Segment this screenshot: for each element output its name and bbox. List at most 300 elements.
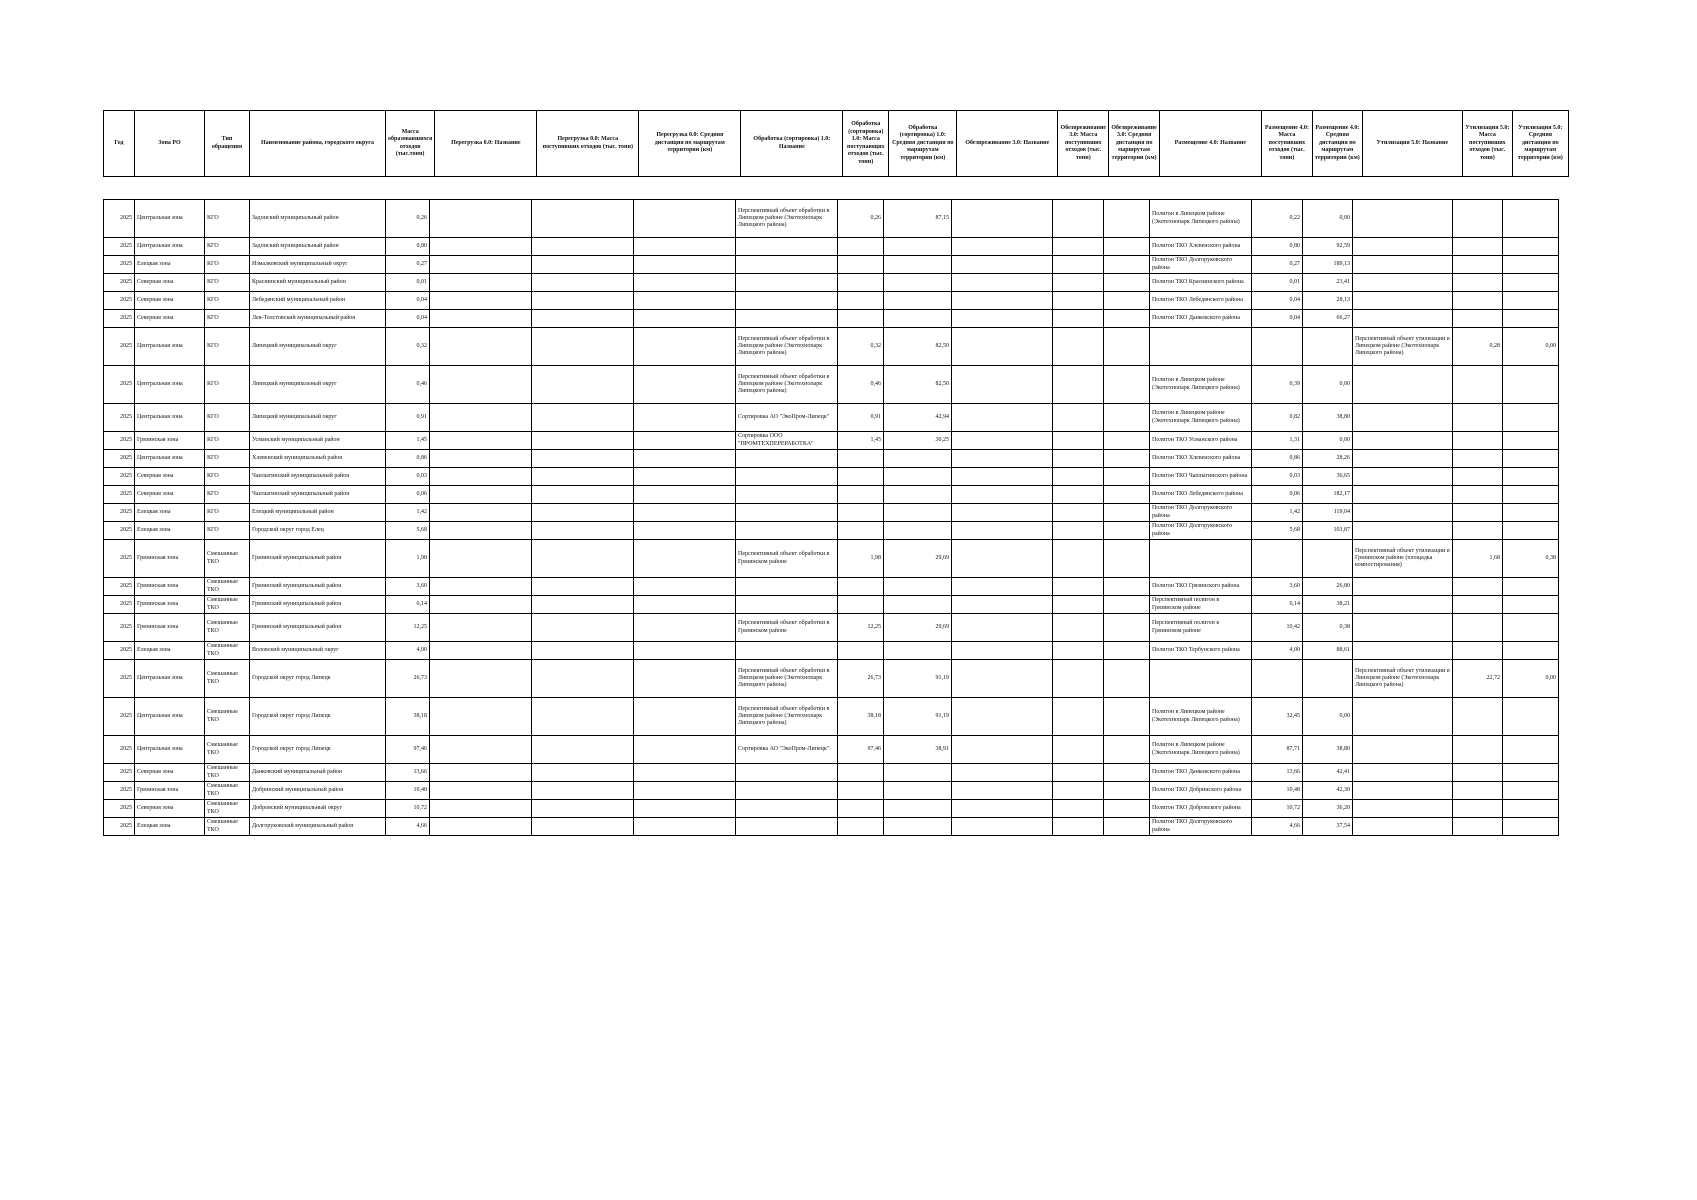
table-cell: Смешанные ТКО xyxy=(205,764,250,782)
table-cell: Измалковский муниципальный округ xyxy=(250,256,386,274)
table-cell: 2025 xyxy=(104,818,135,836)
table-cell xyxy=(1353,642,1453,660)
table-cell: Полигон в Липецком районе (Экотехнопарк Липецкого района) xyxy=(1150,736,1252,764)
table-row xyxy=(104,274,1559,292)
table-cell: 0,04 xyxy=(1252,292,1303,310)
table-cell xyxy=(838,486,884,504)
table-row xyxy=(104,818,1559,836)
table-cell xyxy=(532,468,634,486)
table-cell: 0,32 xyxy=(386,328,430,366)
table-cell xyxy=(430,698,532,736)
table-cell xyxy=(634,404,736,432)
table-cell xyxy=(532,432,634,450)
table-cell xyxy=(736,468,838,486)
table-cell: Полигон ТКО Грязинского района xyxy=(1150,578,1252,596)
table-cell xyxy=(838,596,884,614)
table-cell xyxy=(532,450,634,468)
table-cell: Полигон ТКО Добровского района xyxy=(1150,800,1252,818)
table-cell: 0,46 xyxy=(386,366,430,404)
table-cell: 32,45 xyxy=(1252,698,1303,736)
table-cell: Сортировка АО "ЭкоПром-Липецк" xyxy=(736,736,838,764)
table-cell: Полигон ТКО Чаплыгинского района xyxy=(1150,468,1252,486)
table-cell xyxy=(1104,238,1150,256)
table-cell xyxy=(838,782,884,800)
table-cell xyxy=(1353,200,1453,238)
table-cell xyxy=(952,764,1053,782)
table-cell xyxy=(1353,310,1453,328)
table-cell xyxy=(884,238,952,256)
table-cell xyxy=(1053,200,1104,238)
table-cell: 97,46 xyxy=(386,736,430,764)
table-cell xyxy=(1104,782,1150,800)
table-cell: 0,01 xyxy=(1252,274,1303,292)
table-cell xyxy=(1053,450,1104,468)
table-cell: 38,18 xyxy=(386,698,430,736)
table-cell: 2025 xyxy=(104,660,135,698)
table-cell xyxy=(1104,736,1150,764)
table-cell: 0,32 xyxy=(838,328,884,366)
table-cell xyxy=(634,432,736,450)
table-cell xyxy=(1303,660,1353,698)
table-cell xyxy=(1353,366,1453,404)
table-cell xyxy=(1104,366,1150,404)
table-cell: 0,80 xyxy=(1252,238,1303,256)
table-cell xyxy=(430,238,532,256)
table-cell: Липецкий муниципальный округ xyxy=(250,404,386,432)
table-cell xyxy=(884,292,952,310)
table-cell xyxy=(952,818,1053,836)
table-row xyxy=(104,660,1559,698)
table-cell: Полигон ТКО Добринского района xyxy=(1150,782,1252,800)
table-cell: Центральная зона xyxy=(135,328,205,366)
table-cell xyxy=(634,468,736,486)
table-cell xyxy=(952,800,1053,818)
table-cell xyxy=(532,764,634,782)
table-cell xyxy=(634,642,736,660)
table-cell xyxy=(1453,642,1503,660)
table-cell xyxy=(1453,596,1503,614)
table-cell xyxy=(952,238,1053,256)
table-row xyxy=(104,432,1559,450)
table-cell: 0,06 xyxy=(386,486,430,504)
table-row xyxy=(104,486,1559,504)
table-cell xyxy=(532,310,634,328)
table-cell: 1,98 xyxy=(386,540,430,578)
table-row xyxy=(104,736,1559,764)
table-cell: 4,00 xyxy=(1252,642,1303,660)
table-cell xyxy=(884,800,952,818)
table-cell: 1,42 xyxy=(386,504,430,522)
table-cell: 0,28 xyxy=(1453,328,1503,366)
table-cell: 0,04 xyxy=(386,292,430,310)
table-cell: Смешанные ТКО xyxy=(205,596,250,614)
table-cell xyxy=(1503,200,1559,238)
table-cell xyxy=(532,540,634,578)
table-cell: Данковский муниципальный район xyxy=(250,764,386,782)
table-cell xyxy=(952,256,1053,274)
table-cell xyxy=(1503,366,1559,404)
table-cell: 2025 xyxy=(104,256,135,274)
data-table xyxy=(103,199,1559,836)
table-cell xyxy=(1303,540,1353,578)
table-cell xyxy=(736,450,838,468)
table-cell: 0,03 xyxy=(386,468,430,486)
table-cell xyxy=(884,642,952,660)
table-row xyxy=(104,404,1559,432)
table-cell: КГО xyxy=(205,292,250,310)
table-cell: 2025 xyxy=(104,328,135,366)
table-cell xyxy=(1353,504,1453,522)
table-cell: Грязинский муниципальный район xyxy=(250,540,386,578)
table-cell xyxy=(1104,642,1150,660)
table-cell: Перспективный полигон в Грязинском районе xyxy=(1150,596,1252,614)
table-cell xyxy=(430,818,532,836)
table-cell: 38,18 xyxy=(838,698,884,736)
table-cell: Грязинская зона xyxy=(135,596,205,614)
table-cell xyxy=(430,468,532,486)
table-cell: 42,94 xyxy=(884,404,952,432)
column-header: Год xyxy=(104,111,135,177)
table-row xyxy=(104,522,1559,540)
table-cell xyxy=(1503,818,1559,836)
table-cell xyxy=(952,698,1053,736)
table-cell xyxy=(1053,504,1104,522)
table-cell xyxy=(1053,432,1104,450)
table-cell: 23,41 xyxy=(1303,274,1353,292)
table-row xyxy=(104,292,1559,310)
table-cell xyxy=(1453,310,1503,328)
table-cell: 28,26 xyxy=(1303,450,1353,468)
table-cell xyxy=(430,642,532,660)
table-cell xyxy=(884,274,952,292)
table-cell xyxy=(1453,698,1503,736)
table-cell xyxy=(532,256,634,274)
table-cell xyxy=(1453,404,1503,432)
table-cell xyxy=(1104,328,1150,366)
table-cell xyxy=(1053,800,1104,818)
table-row xyxy=(104,366,1559,404)
table-cell xyxy=(634,274,736,292)
table-cell: КГО xyxy=(205,486,250,504)
table-cell: 29,69 xyxy=(884,614,952,642)
table-cell: 22,72 xyxy=(1453,660,1503,698)
table-cell: 26,73 xyxy=(386,660,430,698)
table-cell: 37,54 xyxy=(1303,818,1353,836)
column-header: Обработка (сортировка) 1.0: Средняя дистанция по маршрутам территории (км) xyxy=(889,111,957,177)
table-cell xyxy=(884,486,952,504)
table-cell xyxy=(1453,274,1503,292)
table-cell: 2025 xyxy=(104,432,135,450)
table-cell: 0,00 xyxy=(1303,698,1353,736)
table-cell xyxy=(1503,642,1559,660)
table-cell xyxy=(1104,404,1150,432)
table-cell xyxy=(1453,504,1503,522)
table-cell xyxy=(532,614,634,642)
table-cell xyxy=(1453,468,1503,486)
table-cell xyxy=(1053,522,1104,540)
table-cell: Задонский муниципальный район xyxy=(250,238,386,256)
table-cell xyxy=(838,504,884,522)
table-cell xyxy=(430,256,532,274)
table-cell: 0,01 xyxy=(386,274,430,292)
table-cell: 10,48 xyxy=(386,782,430,800)
table-cell: КГО xyxy=(205,468,250,486)
table-cell xyxy=(884,468,952,486)
column-header: Масса образовавшихся отходов (тыс.тонн) xyxy=(386,111,435,177)
table-cell xyxy=(430,782,532,800)
table-cell xyxy=(952,274,1053,292)
table-cell xyxy=(430,404,532,432)
table-cell xyxy=(430,522,532,540)
table-cell: Смешанные ТКО xyxy=(205,800,250,818)
table-cell xyxy=(1353,782,1453,800)
table-cell: КГО xyxy=(205,274,250,292)
table-cell xyxy=(430,432,532,450)
table-cell: Полигон в Липецком районе (Экотехнопарк Липецкого района) xyxy=(1150,366,1252,404)
table-cell: КГО xyxy=(205,310,250,328)
table-cell xyxy=(634,614,736,642)
table-cell xyxy=(1053,736,1104,764)
table-cell xyxy=(634,256,736,274)
table-cell: 10,72 xyxy=(1252,800,1303,818)
table-cell xyxy=(430,800,532,818)
table-cell xyxy=(1453,432,1503,450)
table-cell xyxy=(736,578,838,596)
table-cell: Перспективный полигон в Грязинском районе xyxy=(1150,614,1252,642)
table-cell: Полигон ТКО Долгоруковского района xyxy=(1150,818,1252,836)
table-cell: 2025 xyxy=(104,596,135,614)
table-cell: Центральная зона xyxy=(135,450,205,468)
table-cell xyxy=(1053,328,1104,366)
table-cell xyxy=(1053,578,1104,596)
table-cell xyxy=(1150,660,1252,698)
table-cell: 82,50 xyxy=(884,366,952,404)
column-header: Утилизация 5.0: Масса поступивших отходов (тыс. тонн) xyxy=(1462,111,1512,177)
table-cell xyxy=(1353,404,1453,432)
table-cell xyxy=(736,782,838,800)
table-cell: Центральная зона xyxy=(135,736,205,764)
table-cell xyxy=(1104,200,1150,238)
table-cell xyxy=(1353,800,1453,818)
table-cell xyxy=(736,256,838,274)
column-header: Перегрузка 0.0: Название xyxy=(435,111,537,177)
table-cell xyxy=(430,310,532,328)
table-cell xyxy=(736,800,838,818)
table-cell xyxy=(736,504,838,522)
table-cell xyxy=(430,660,532,698)
table-cell xyxy=(532,274,634,292)
table-cell xyxy=(1053,366,1104,404)
table-cell xyxy=(1453,522,1503,540)
table-cell xyxy=(884,450,952,468)
table-cell: Перспективный объект обработки в Липецком районе (Экотехнопарк Липецкого района) xyxy=(736,328,838,366)
table-cell xyxy=(1453,818,1503,836)
table-cell xyxy=(952,642,1053,660)
table-cell xyxy=(1503,522,1559,540)
table-cell: Добровский муниципальный округ xyxy=(250,800,386,818)
table-cell xyxy=(952,614,1053,642)
table-cell: Центральная зона xyxy=(135,366,205,404)
table-cell xyxy=(736,292,838,310)
table-cell: 30,25 xyxy=(884,432,952,450)
table-cell xyxy=(1453,238,1503,256)
table-cell: Елецкая зона xyxy=(135,256,205,274)
table-cell: Перспективный объект обработки в Липецком районе (Экотехнопарк Липецкого района) xyxy=(736,366,838,404)
table-cell xyxy=(1353,274,1453,292)
table-cell xyxy=(1453,614,1503,642)
table-cell: 2025 xyxy=(104,238,135,256)
table-cell: 2025 xyxy=(104,614,135,642)
table-cell: Усманский муниципальный район xyxy=(250,432,386,450)
table-cell: Долгоруковский муниципальный район xyxy=(250,818,386,836)
table-cell xyxy=(736,522,838,540)
table-cell xyxy=(1053,596,1104,614)
table-cell: 1,45 xyxy=(386,432,430,450)
table-cell xyxy=(532,578,634,596)
table-cell xyxy=(532,238,634,256)
table-cell: 0,27 xyxy=(1252,256,1303,274)
table-cell xyxy=(430,200,532,238)
table-cell xyxy=(1053,238,1104,256)
table-row xyxy=(104,698,1559,736)
table-row xyxy=(104,578,1559,596)
table-cell: Центральная зона xyxy=(135,404,205,432)
table-cell: Елецкая зона xyxy=(135,818,205,836)
table-cell xyxy=(1104,596,1150,614)
table-cell: 2025 xyxy=(104,486,135,504)
table-cell xyxy=(1053,292,1104,310)
table-cell xyxy=(884,256,952,274)
table-cell: 1,98 xyxy=(838,540,884,578)
table-cell xyxy=(952,404,1053,432)
table-cell: Полигон ТКО Усманского района xyxy=(1150,432,1252,450)
table-cell xyxy=(1453,736,1503,764)
table-cell xyxy=(634,292,736,310)
table-cell xyxy=(1453,578,1503,596)
table-cell xyxy=(1053,660,1104,698)
table-cell xyxy=(1503,468,1559,486)
table-cell: Грязинский муниципальный район xyxy=(250,596,386,614)
table-cell: Сортировка ООО "ПРОМТЕХПЕРЕРАБОТКА" xyxy=(736,432,838,450)
table-cell: Чаплыгинский муниципальный район xyxy=(250,486,386,504)
table-cell xyxy=(1104,274,1150,292)
table-cell: 91,19 xyxy=(884,660,952,698)
table-cell: 2025 xyxy=(104,578,135,596)
table-cell xyxy=(1353,614,1453,642)
table-cell xyxy=(838,292,884,310)
table-cell xyxy=(1104,698,1150,736)
table-cell: Городской округ город Липецк xyxy=(250,698,386,736)
table-cell xyxy=(532,800,634,818)
table-cell xyxy=(634,366,736,404)
table-cell xyxy=(532,698,634,736)
table-cell: КГО xyxy=(205,432,250,450)
table-cell xyxy=(952,432,1053,450)
table-cell: 2025 xyxy=(104,800,135,818)
table-cell xyxy=(532,200,634,238)
table-row xyxy=(104,782,1559,800)
table-cell xyxy=(1453,800,1503,818)
table-cell xyxy=(952,486,1053,504)
table-row xyxy=(104,596,1559,614)
table-cell xyxy=(1453,486,1503,504)
table-cell xyxy=(1053,764,1104,782)
table-cell: Центральная зона xyxy=(135,238,205,256)
table-cell: Полигон в Липецком районе (Экотехнопарк Липецкого района) xyxy=(1150,200,1252,238)
table-cell: 12,25 xyxy=(386,614,430,642)
header-table xyxy=(103,110,1569,177)
table-cell xyxy=(952,292,1053,310)
table-cell: 13,66 xyxy=(1252,764,1303,782)
table-cell: 103,87 xyxy=(1303,522,1353,540)
table-cell: 6,14 xyxy=(386,596,430,614)
table-cell: 0,39 xyxy=(1252,366,1303,404)
table-cell xyxy=(430,366,532,404)
table-cell xyxy=(1252,540,1303,578)
table-cell xyxy=(1053,310,1104,328)
table-cell: Лев-Толстовский муниципальный район xyxy=(250,310,386,328)
table-cell xyxy=(634,310,736,328)
table-cell xyxy=(430,736,532,764)
table-cell xyxy=(838,256,884,274)
table-cell: Северная зона xyxy=(135,800,205,818)
table-cell: Грязинская зона xyxy=(135,578,205,596)
table-cell: 38,21 xyxy=(1303,596,1353,614)
table-cell: Грязинский муниципальный район xyxy=(250,614,386,642)
table-cell: 2025 xyxy=(104,366,135,404)
table-cell: Елецкая зона xyxy=(135,522,205,540)
table-cell xyxy=(634,578,736,596)
table-cell: Елецкая зона xyxy=(135,504,205,522)
table-cell xyxy=(1503,292,1559,310)
table-cell xyxy=(838,578,884,596)
table-cell: 0,00 xyxy=(1503,328,1559,366)
table-cell: Грязинская зона xyxy=(135,782,205,800)
table-cell: 38,91 xyxy=(884,736,952,764)
table-cell xyxy=(736,310,838,328)
table-cell xyxy=(634,698,736,736)
table-cell xyxy=(1503,486,1559,504)
table-cell: Центральная зона xyxy=(135,698,205,736)
table-cell: 10,48 xyxy=(1252,782,1303,800)
table-row xyxy=(104,328,1559,366)
table-cell xyxy=(1503,404,1559,432)
table-cell: Елецкий муниципальный район xyxy=(250,504,386,522)
table-cell xyxy=(952,450,1053,468)
table-cell: 42,30 xyxy=(1303,782,1353,800)
table-cell xyxy=(1503,578,1559,596)
table-cell: 38,80 xyxy=(1303,736,1353,764)
table-cell xyxy=(952,596,1053,614)
table-cell xyxy=(1104,468,1150,486)
table-cell: Северная зона xyxy=(135,468,205,486)
table-cell xyxy=(884,522,952,540)
table-cell xyxy=(1503,596,1559,614)
table-cell: 4,66 xyxy=(386,818,430,836)
table-cell: 182,17 xyxy=(1303,486,1353,504)
column-header: Обработка (сортировка) 1.0: Название xyxy=(741,111,843,177)
table-cell: Городской округ город Елец xyxy=(250,522,386,540)
table-cell xyxy=(736,596,838,614)
table-cell xyxy=(1353,292,1453,310)
table-cell xyxy=(1353,256,1453,274)
table-cell xyxy=(736,238,838,256)
table-cell: 29,69 xyxy=(884,540,952,578)
table-cell: 189,13 xyxy=(1303,256,1353,274)
table-cell: Полигон ТКО Долгоруковского района xyxy=(1150,256,1252,274)
table-cell xyxy=(1104,432,1150,450)
table-cell xyxy=(884,504,952,522)
